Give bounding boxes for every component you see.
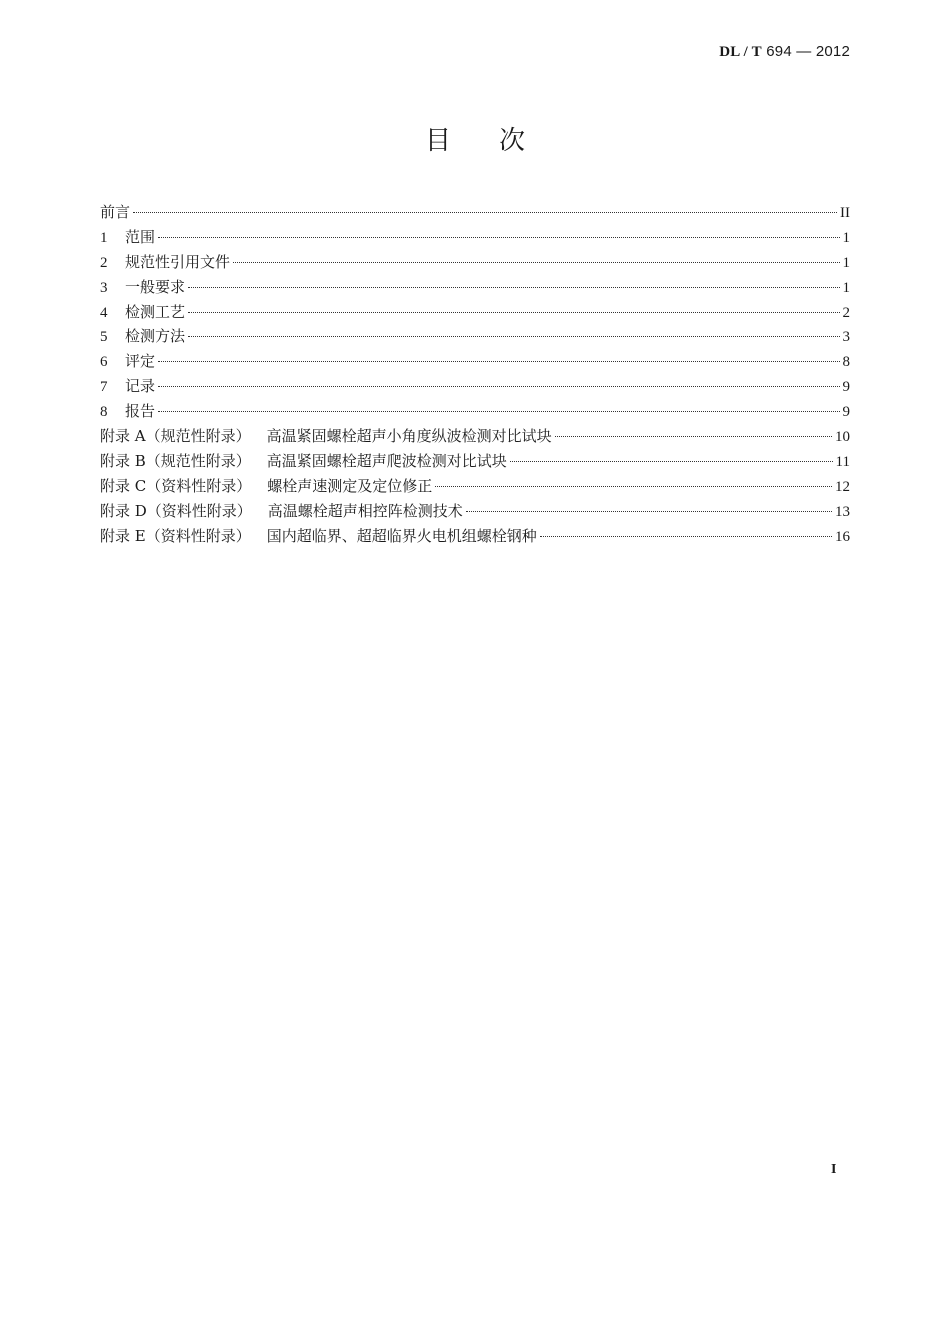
toc-entry-1[interactable] — [100, 225, 850, 250]
toc-leader-dots — [233, 262, 839, 263]
toc-entry-label: 报告 — [125, 402, 156, 421]
toc-entry-label — [100, 524, 537, 549]
appendix-title: 螺栓声速测定及定位修正 — [267, 476, 433, 495]
toc-leader-dots — [188, 312, 839, 313]
toc-entry-label: 记录 — [125, 377, 156, 396]
table-of-contents — [100, 200, 850, 548]
toc-entry-number: 1 — [100, 229, 108, 246]
toc-entry-number: 7 — [100, 379, 108, 396]
toc-entry-label: 前言 — [100, 203, 131, 221]
toc-entry-number: 4 — [100, 304, 108, 321]
toc-entry-page: 16 — [835, 528, 850, 545]
toc-leader-dots — [158, 361, 839, 362]
toc-leader-dots — [555, 436, 832, 437]
appendix-prefix: 附录 E（资料性附录） — [100, 526, 251, 545]
appendix-prefix: 附录 D（资料性附录） — [100, 501, 252, 520]
toc-entry-label: 检测工艺 — [125, 302, 186, 321]
standard-code: DL / T — [719, 44, 762, 60]
toc-entry-8[interactable] — [100, 399, 850, 424]
toc-leader-dots — [188, 287, 839, 288]
toc-entry-5[interactable] — [100, 324, 850, 349]
toc-entry-page: II — [840, 205, 850, 221]
toc-entry-number: 8 — [100, 404, 108, 421]
toc-leader-dots — [466, 511, 832, 512]
appendix-prefix: 附录 A（规范性附录） — [100, 427, 251, 446]
toc-title: 目次 — [424, 126, 573, 156]
toc-entry-3[interactable] — [100, 275, 850, 300]
toc-leader-dots — [158, 237, 839, 238]
toc-entry-number: 3 — [100, 279, 108, 296]
toc-leader-dots — [158, 411, 839, 412]
toc-entry-page: 3 — [842, 329, 850, 346]
toc-entry-label — [100, 424, 552, 449]
toc-entry-appendix-d[interactable] — [100, 499, 850, 524]
toc-entry-page: 9 — [842, 379, 850, 396]
toc-entry-2[interactable] — [100, 250, 850, 275]
toc-entry-number: 2 — [100, 254, 108, 271]
toc-entry-number: 6 — [100, 354, 108, 371]
standard-number: 694 — 2012 — [766, 43, 850, 60]
appendix-prefix: 附录 C（资料性附录） — [100, 476, 252, 495]
toc-entry-label: 检测方法 — [125, 327, 186, 346]
toc-entry-label: 范围 — [125, 227, 156, 246]
toc-entry-number: 5 — [100, 329, 108, 346]
toc-leader-dots — [510, 461, 833, 462]
toc-entry-appendix-c[interactable] — [100, 474, 850, 499]
page-number: I — [831, 1162, 837, 1177]
toc-entry-foreword[interactable] — [100, 200, 850, 225]
toc-entry-appendix-e[interactable] — [100, 524, 850, 549]
toc-entry-page: 10 — [835, 429, 850, 446]
toc-leader-dots — [188, 336, 839, 337]
toc-entry-page: 9 — [842, 404, 850, 421]
toc-entry-appendix-a[interactable] — [100, 424, 850, 449]
toc-leader-dots — [133, 212, 837, 213]
page-header — [719, 43, 850, 61]
toc-entry-page: 11 — [835, 453, 850, 470]
toc-entry-page: 8 — [842, 354, 850, 371]
appendix-title: 高温紧固螺栓超声爬波检测对比试块 — [266, 451, 507, 470]
toc-entry-page: 13 — [835, 503, 850, 520]
toc-entry-label: 评定 — [125, 352, 156, 371]
toc-entry-6[interactable] — [100, 349, 850, 374]
toc-entry-label — [100, 474, 432, 499]
toc-leader-dots — [435, 486, 832, 487]
toc-entry-page: 12 — [835, 478, 850, 495]
toc-leader-dots — [158, 386, 839, 387]
toc-entry-label — [100, 499, 463, 524]
toc-leader-dots — [540, 536, 832, 537]
toc-entry-page: 1 — [842, 229, 850, 246]
toc-entry-page: 2 — [842, 304, 850, 321]
toc-entry-7[interactable] — [100, 374, 850, 399]
appendix-title: 高温紧固螺栓超声小角度纵波检测对比试块 — [266, 427, 552, 446]
toc-entry-4[interactable] — [100, 300, 850, 325]
toc-entry-label — [100, 449, 507, 474]
toc-entry-label: 一般要求 — [125, 277, 186, 296]
appendix-title: 高温螺栓超声相控阵检测技术 — [267, 501, 463, 520]
appendix-title: 国内超临界、超超临界火电机组螺栓钢种 — [266, 526, 537, 545]
toc-entry-page: 1 — [842, 254, 850, 271]
toc-entry-label: 规范性引用文件 — [125, 252, 231, 271]
toc-entry-appendix-b[interactable] — [100, 449, 850, 474]
appendix-prefix: 附录 B（规范性附录） — [100, 451, 251, 470]
toc-entry-page: 1 — [842, 279, 850, 296]
